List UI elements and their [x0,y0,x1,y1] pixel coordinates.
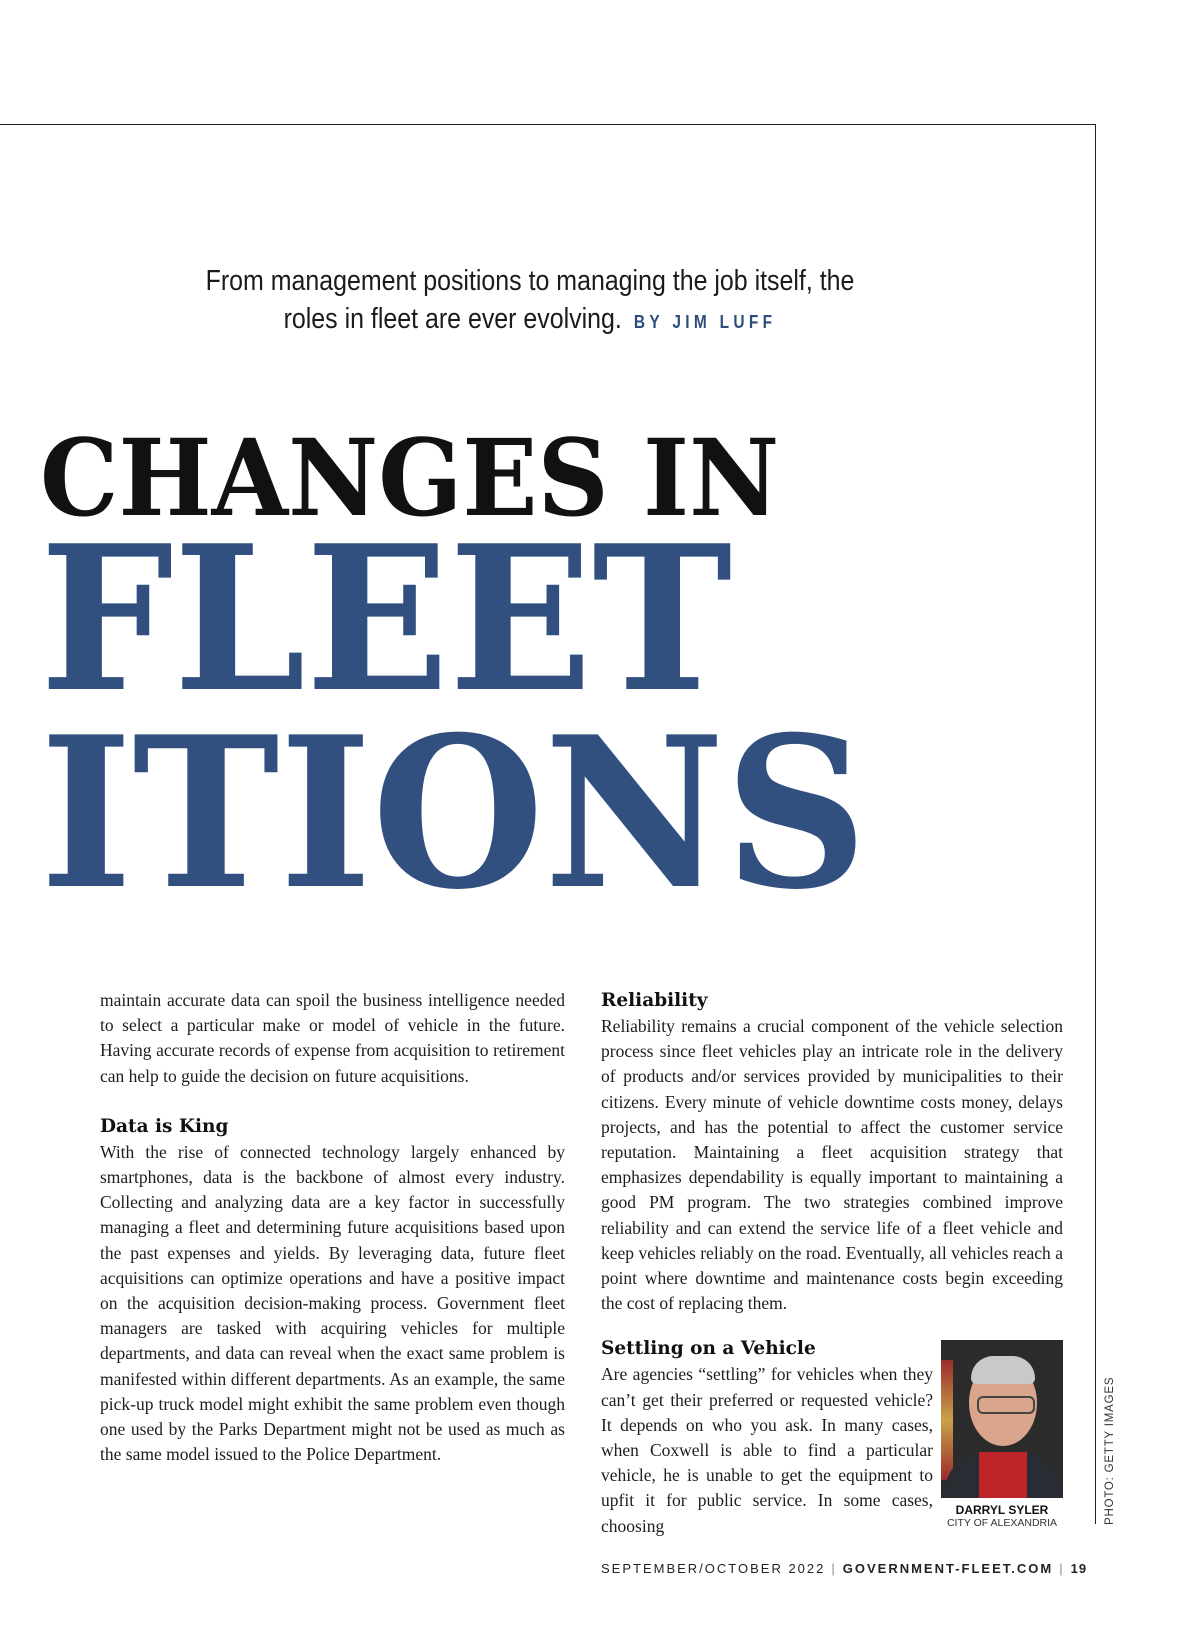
data-is-king-paragraph: With the rise of connected technology largely enhanced by smartphones, data is the backbone of almost every industry. Collecting and analyzing data are a key factor in successfully managing a fleet and determining future acquisitions based upon the past expenses and yields. By leveraging data, future fleet acquisitions can optimize operations and have a positive impact on the acquisition decision-making process. Government fleet managers are tasked with acquiring vehicles for multiple departments, and data can reveal when the exact same problem is manifested within different departments. As an example, the same pick-up truck model might exhibit the same problem even though one used by the Parks Department might not be used as much as the same model issued to the Police Department. [100,1141,565,1465]
right-column [601,988,1063,1539]
portrait-photo [941,1340,1063,1498]
page-footer: SEPTEMBER/OCTOBER 2022 | GOVERNMENT-FLEET.COM | 19 [601,1561,1088,1576]
photo-credit: PHOTO: GETTY IMAGES [1104,1376,1116,1525]
headline-line-2: FLEET [40,502,733,737]
footer-issue: SEPTEMBER/OCTOBER 2022 [601,1561,826,1576]
section-heading-data-is-king: Data is King [100,1115,229,1137]
portrait-caption-name: DARRYL SYLER [955,1503,1049,1518]
section-heading-reliability: Reliability [601,990,708,1011]
deck-text: From management positions to managing the job itself, the roles in fleet are ever evolving. [205,265,855,335]
headline-line-1: CHANGES IN [40,415,780,540]
article-deck [177,262,882,341]
settling-paragraph: Are agencies “settling” for vehicles when they can’t get their preferred or requested vehicle? It depends on who you ask. In many cases, when Coxwell is able to find a particular vehicle, he is unable to get the equipment to upfit it for public service. In some cases, choosing [601,1364,933,1536]
frame-top-rule [0,124,1096,125]
footer-site: GOVERNMENT-FLEET.COM [842,1561,1054,1576]
frame-right-rule [1095,124,1096,1524]
page-number: 19 [1070,1561,1088,1576]
headline-line-3: ITIONS [40,692,868,936]
portrait-figure [941,1340,1063,1529]
byline: BY JIM LUFF [633,312,777,332]
left-intro-paragraph: maintain accurate data can spoil the business intelligence needed to select a particular make or model of vehicle in the future. Having accurate records of expense from acquisition to retirement can help to guide the decision on future acquisitions. [100,990,565,1086]
section-heading-settling: Settling on a Vehicle [601,1338,816,1360]
portrait-caption-org: CITY OF ALEXANDRIA [946,1517,1058,1530]
reliability-paragraph: Reliability remains a crucial component of the vehicle selection process since fleet vehicles play an intricate role in the delivery of products and/or services provided by municipalities to their citizens. Every minute of vehicle downtime costs money, delays projects, and has the potential to affect the customer service reputation. Maintaining a fleet acquisition strategy that emphasizes dependability is equally important to maintaining a good PM program. The two strategies combined improve reliability and can extend the service life of a fleet vehicle and keep vehicles reliably on the road. Eventually, all vehicles reach a point where downtime and maintenance costs begin exceeding the cost of replacing them. [601,1016,1063,1314]
left-column [100,988,565,1467]
